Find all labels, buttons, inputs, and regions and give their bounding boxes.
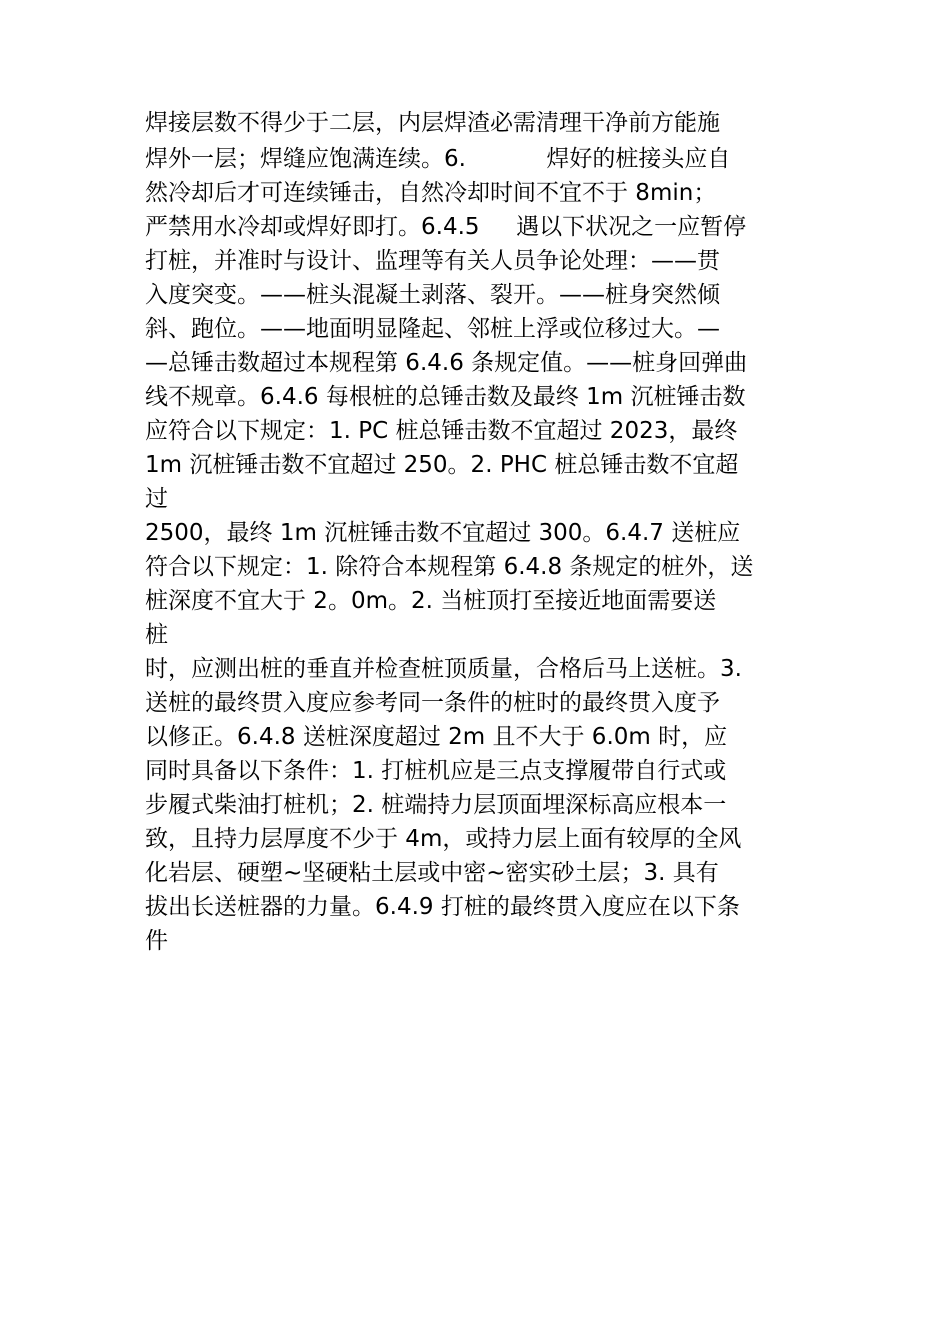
text-line: 以修正。6.4.8 送桩深度超过 2m 且不大于 6.0m 时，应	[145, 724, 728, 750]
text-line: 送桩的最终贯入度应参考同一条件的桩时的最终贯入度予	[145, 690, 720, 716]
document-body	[145, 106, 810, 958]
text-line: 1m 沉桩锤击数不宜超过 250。2. PHC 桩总锤击数不宜超	[145, 452, 739, 478]
text-line: 焊外一层；焊缝应饱满连续。6. 焊好的桩接头应自	[145, 146, 731, 172]
text-line: 步履式柴油打桩机；2. 桩端持力层顶面埋深标高应根本一	[145, 792, 727, 818]
text-line: 符合以下规定：1. 除符合本规程第 6.4.8 条规定的桩外，送	[145, 554, 754, 580]
text-line: 同时具备以下条件：1. 打桩机应是三点支撑履带自行式或	[145, 758, 727, 784]
text-line: 桩深度不宜大于 2。0m。2. 当桩顶打至接近地面需要送	[145, 588, 717, 614]
text-line: 斜、跑位。——地面明显隆起、邻桩上浮或位移过大。—	[145, 316, 720, 342]
text-line: 线不规章。6.4.6 每根桩的总锤击数及最终 1m 沉桩锤击数	[145, 384, 746, 410]
text-line: —总锤击数超过本规程第 6.4.6 条规定值。——桩身回弹曲	[145, 350, 748, 376]
text-line: 过	[145, 486, 168, 512]
text-line: 拔出长送桩器的力量。6.4.9 打桩的最终贯入度应在以下条	[145, 894, 740, 920]
text-line: 应符合以下规定：1. PC 桩总锤击数不宜超过 2023，最终	[145, 418, 738, 444]
text-line: 时，应测出桩的垂直并检查桩顶质量，合格后马上送桩。3.	[145, 656, 742, 682]
text-line: 2500，最终 1m 沉桩锤击数不宜超过 300。6.4.7 送桩应	[145, 520, 741, 546]
text-line: 焊接层数不得少于二层，内层焊渣必需清理干净前方能施	[145, 110, 720, 136]
text-line: 致，且持力层厚度不少于 4m，或持力层上面有较厚的全风	[145, 826, 742, 852]
text-line: 然冷却后才可连续锤击，自然冷却时间不宜不于 8min；	[145, 180, 717, 206]
text-line: 打桩，并准时与设计、监理等有关人员争论处理：——贯	[145, 248, 720, 274]
text-line: 入度突变。——桩头混凝土剥落、裂开。——桩身突然倾	[145, 282, 720, 308]
text-line: 化岩层、硬塑~坚硬粘土层或中密~密实砂土层；3. 具有	[145, 860, 719, 886]
text-line: 件	[145, 928, 168, 954]
text-line: 桩	[145, 622, 168, 648]
text-line: 严禁用水冷却或焊好即打。6.4.5 遇以下状况之一应暂停	[145, 214, 747, 240]
